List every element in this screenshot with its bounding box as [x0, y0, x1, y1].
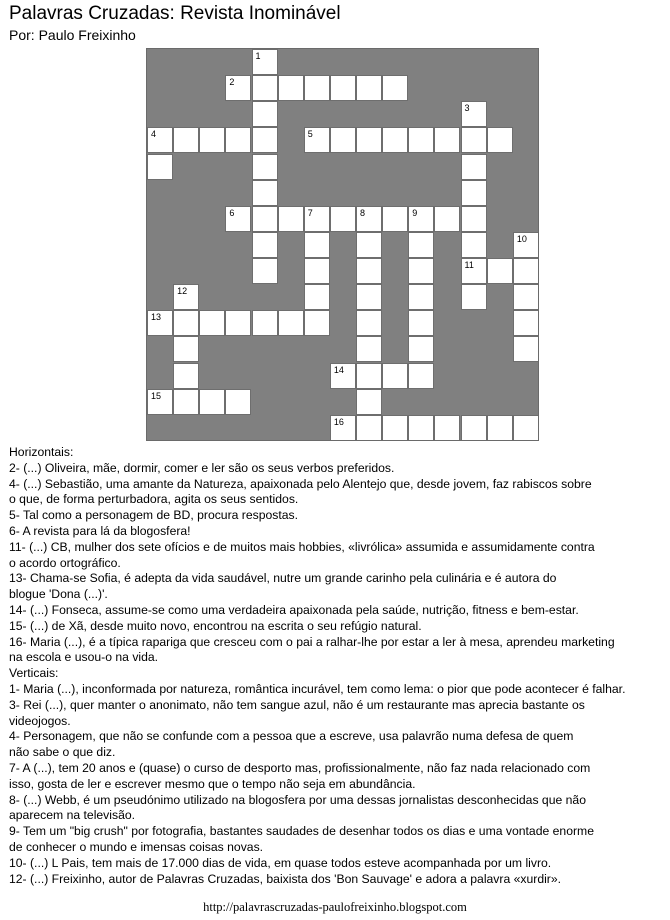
crossword-cell[interactable] [252, 232, 278, 258]
cell-number: 10 [516, 233, 527, 244]
crossword-cell[interactable] [304, 232, 330, 258]
clue-line: isso, gosta de ler e escrever mesmo que o tempo não seja em abundância. [9, 776, 416, 791]
author-byline: Por: Paulo Freixinho [9, 27, 136, 43]
crossword-cell[interactable] [252, 258, 278, 284]
crossword-cell[interactable] [304, 127, 330, 153]
crossword-cell[interactable] [252, 49, 278, 75]
crossword-cell[interactable] [461, 258, 487, 284]
clue-line: 7- A (...), tem 20 anos e (quase) o curso de desporto mas, profissionalmente, não faz nada relacionado com [9, 760, 591, 775]
crossword-cell[interactable] [330, 415, 356, 441]
vertical-clue-list [9, 682, 667, 887]
clue-line: 13- Chama-se Sofia, é adepta da vida saudável, nutre um grande carinho pela culinária e é autora do [9, 571, 557, 586]
crossword-cell[interactable] [225, 75, 251, 101]
crossword-cell[interactable] [252, 154, 278, 180]
crossword-cell[interactable] [252, 206, 278, 232]
crossword-cell[interactable] [356, 75, 382, 101]
cell-number: 2 [229, 77, 235, 88]
crossword-cell[interactable] [304, 284, 330, 310]
crossword-cell[interactable] [408, 127, 434, 153]
crossword-cell[interactable] [252, 101, 278, 127]
crossword-cell[interactable] [513, 336, 539, 362]
crossword-cell[interactable] [147, 389, 173, 415]
crossword-cell[interactable] [225, 127, 251, 153]
clue-line: não sabe o que diz. [9, 745, 116, 760]
horizontal-heading: Horizontais: [9, 445, 74, 459]
clue-line: 4- (...) Sebastião, uma amante da Natureza, apaixonada pelo Alentejo que, desde jovem, faz rabiscos sobre [9, 476, 592, 491]
crossword-cell[interactable] [382, 206, 408, 232]
crossword-cell[interactable] [408, 310, 434, 336]
crossword-cell[interactable] [356, 127, 382, 153]
clue-line: 3- Rei (...), quer manter o anonimato, não tem sangue azul, não é um restaurante mas aprecia bastante os [9, 697, 585, 712]
clue-line: 14- (...) Fonseca, assume-se como uma verdadeira apaixonada pela saúde, nutrição, fitness e bem-estar. [9, 602, 579, 617]
crossword-cell[interactable] [408, 258, 434, 284]
cell-number: 16 [333, 416, 344, 427]
crossword-cell[interactable] [461, 127, 487, 153]
crossword-cell[interactable] [252, 310, 278, 336]
crossword-cell[interactable] [278, 206, 304, 232]
clue-line: blogue 'Dona (...)'. [9, 587, 108, 602]
crossword-cell[interactable] [408, 336, 434, 362]
crossword-cell[interactable] [252, 127, 278, 153]
clue-line: 6- A revista para lá da blogosfera! [9, 523, 191, 538]
crossword-cell[interactable] [356, 363, 382, 389]
crossword-cell[interactable] [513, 310, 539, 336]
cell-number: 14 [333, 364, 344, 375]
crossword-cell[interactable] [487, 127, 513, 153]
crossword-cell[interactable] [513, 258, 539, 284]
crossword-cell[interactable] [304, 310, 330, 336]
crossword-cell[interactable] [225, 389, 251, 415]
crossword-cell[interactable] [330, 206, 356, 232]
cell-number: 11 [464, 260, 474, 271]
crossword-cell[interactable] [356, 310, 382, 336]
crossword-cell[interactable] [147, 127, 173, 153]
clue-line: 4- Personagem, que não se confunde com a pessoa que a escreve, usa palavrão numa defesa de quem [9, 729, 574, 744]
horizontal-clue-list [9, 461, 667, 666]
crossword-cell[interactable] [513, 415, 539, 441]
crossword-cell[interactable] [173, 284, 199, 310]
crossword-cell[interactable] [173, 336, 199, 362]
clue-line: 8- (...) Webb, é um pseudónimo utilizado na blogosfera por uma dessas jornalistas desconhecidas que não [9, 792, 586, 807]
crossword-cell[interactable] [199, 310, 225, 336]
clue-line: 12- (...) Freixinho, autor de Palavras Cruzadas, baixista dos 'Bon Sauvage' e adora a palavra «xurdir». [9, 871, 562, 886]
crossword-cell[interactable] [461, 154, 487, 180]
crossword-cell[interactable] [173, 389, 199, 415]
crossword-cell[interactable] [434, 415, 460, 441]
crossword-cell[interactable] [408, 284, 434, 310]
crossword-cell[interactable] [461, 101, 487, 127]
crossword-cell[interactable] [461, 415, 487, 441]
vertical-heading: Verticais: [9, 666, 59, 681]
clue-line: aparecem na televisão. [9, 808, 136, 823]
crossword-cell[interactable] [278, 75, 304, 101]
crossword-cell[interactable] [408, 206, 434, 232]
cell-number: 15 [151, 390, 162, 401]
cell-number: 1 [255, 51, 261, 61]
crossword-cell[interactable] [356, 284, 382, 310]
clue-line: 10- (...) L Pais, tem mais de 17.000 dias de vida, em quase todos esteve acompanhada por um livro. [9, 855, 552, 870]
crossword-cell[interactable] [382, 127, 408, 153]
crossword-cell[interactable] [487, 258, 513, 284]
clue-line: na escola e usou-o na vida. [9, 650, 159, 665]
crossword-cell[interactable] [225, 310, 251, 336]
crossword-cell[interactable] [382, 415, 408, 441]
cell-number: 6 [229, 207, 235, 218]
crossword-cell[interactable] [304, 75, 330, 101]
crossword-cell[interactable] [408, 415, 434, 441]
clue-line: 2- (...) Oliveira, mãe, dormir, comer e ler são os seus verbos preferidos. [9, 460, 395, 475]
crossword-cell[interactable] [513, 232, 539, 258]
crossword-cell[interactable] [199, 127, 225, 153]
cell-number: 9 [412, 207, 418, 218]
clues-section [9, 445, 667, 887]
crossword-cell[interactable] [356, 232, 382, 258]
crossword-cell[interactable] [199, 389, 225, 415]
clue-line: 9- Tem um "big crush" por fotografia, bastantes saudades de desenhar todos os dias e uma vontade enorme [9, 824, 594, 839]
crossword-cell[interactable] [304, 206, 330, 232]
crossword-cell[interactable] [147, 310, 173, 336]
crossword-cell[interactable] [461, 284, 487, 310]
crossword-cell[interactable] [356, 336, 382, 362]
cell-number: 7 [307, 207, 313, 218]
crossword-cell[interactable] [304, 258, 330, 284]
crossword-cell[interactable] [382, 363, 408, 389]
clue-line: 16- Maria (...), é a típica rapariga que cresceu com o pai a ralhar-lhe por estar a ler à mesa, aprendeu marketing [9, 634, 615, 649]
cell-number: 13 [151, 312, 162, 323]
cell-number: 5 [307, 129, 313, 140]
crossword-cell[interactable] [382, 75, 408, 101]
crossword-cell[interactable] [330, 127, 356, 153]
crossword-cell[interactable] [434, 127, 460, 153]
clue-line: 5- Tal como a personagem de BD, procura respostas. [9, 508, 299, 523]
clue-line: 11- (...) CB, mulher dos sete ofícios e de muitos mais hobbies, «livrólica» assumida e assumidamente contra [9, 539, 595, 554]
crossword-cell[interactable] [225, 206, 251, 232]
crossword-cell[interactable] [408, 232, 434, 258]
crossword-cell[interactable] [147, 154, 173, 180]
crossword-cell[interactable] [173, 127, 199, 153]
crossword-grid [146, 48, 539, 441]
cell-number: 3 [464, 103, 470, 114]
crossword-cell[interactable] [356, 258, 382, 284]
crossword-cell[interactable] [278, 310, 304, 336]
crossword-cell[interactable] [513, 284, 539, 310]
clue-line: videojogos. [9, 713, 71, 728]
footer-url[interactable]: http://palavrascruzadas-paulofreixinho.blogspot.com [203, 900, 467, 914]
crossword-cell[interactable] [330, 75, 356, 101]
cell-number: 8 [360, 207, 366, 218]
clue-line: de conhecer o mundo e imensas coisas novas. [9, 839, 264, 854]
crossword-cell[interactable] [252, 75, 278, 101]
crossword-cell[interactable] [356, 415, 382, 441]
crossword-cell[interactable] [173, 310, 199, 336]
crossword-cell[interactable] [173, 363, 199, 389]
crossword-cell[interactable] [487, 415, 513, 441]
crossword-cell[interactable] [461, 180, 487, 206]
cell-number: 12 [177, 286, 188, 297]
crossword-cell[interactable] [330, 363, 356, 389]
clue-line: 1- Maria (...), inconformada por natureza, romântica incurável, tem como lema: o pior que pode acontecer é falhar. [9, 681, 626, 696]
clue-line: o que, de forma perturbadora, agita os seus sentidos. [9, 492, 299, 507]
cell-number: 4 [151, 129, 157, 140]
clue-line: o acordo ortográfico. [9, 555, 121, 570]
crossword-cell[interactable] [408, 363, 434, 389]
crossword-cell[interactable] [434, 206, 460, 232]
crossword-cell[interactable] [356, 206, 382, 232]
crossword-cell[interactable] [252, 180, 278, 206]
crossword-cell[interactable] [356, 389, 382, 415]
page-title: Palavras Cruzadas: Revista Inominável [9, 3, 341, 24]
crossword-cell[interactable] [461, 206, 487, 232]
crossword-cell[interactable] [461, 232, 487, 258]
clue-line: 15- (...) de Xã, desde muito novo, encontrou na escrita o seu refúgio natural. [9, 618, 422, 633]
